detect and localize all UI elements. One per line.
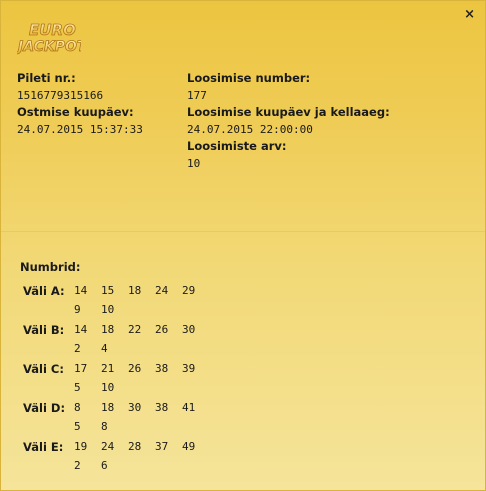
ticket-info-left [17, 70, 177, 138]
field-label: Väli E: [23, 440, 64, 454]
field-a [20, 281, 209, 319]
main-number: 17 [74, 362, 88, 375]
field-numbers [74, 320, 209, 358]
main-number: 28 [128, 440, 142, 453]
draw-number-label: Loosimise number: [187, 71, 311, 85]
draw-count-value: 10 [187, 157, 201, 170]
field-label: Väli D: [23, 401, 66, 415]
main-number: 14 [74, 284, 88, 297]
field-numbers [74, 437, 209, 475]
field-numbers [74, 359, 209, 397]
field-e [20, 437, 209, 475]
main-number: 26 [155, 323, 169, 336]
main-number: 8 [74, 401, 81, 414]
field-label: Väli A: [23, 284, 65, 298]
main-number: 39 [182, 362, 196, 375]
main-number: 30 [128, 401, 142, 414]
field-numbers [74, 398, 209, 436]
purchase-date-value: 24.07.2015 15:37:33 [17, 123, 143, 136]
extra-number: 6 [101, 459, 108, 472]
main-number: 41 [182, 401, 196, 414]
extra-number: 10 [101, 303, 115, 316]
draw-count-label: Loosimiste arv: [187, 139, 287, 153]
section-divider [1, 231, 485, 232]
numbers-section [20, 259, 209, 476]
ticket-info-right [187, 70, 467, 172]
purchase-date-label: Ostmise kuupäev: [17, 105, 134, 119]
main-number: 37 [155, 440, 169, 453]
draw-datetime-value: 24.07.2015 22:00:00 [187, 123, 313, 136]
main-number: 18 [101, 401, 115, 414]
field-d [20, 398, 209, 436]
ticket-number-value: 1516779315166 [17, 89, 104, 102]
field-label: Väli C: [23, 362, 64, 376]
main-number: 38 [155, 401, 169, 414]
extra-number: 9 [74, 303, 81, 316]
main-number: 24 [101, 440, 115, 453]
field-numbers [74, 281, 209, 319]
main-number: 15 [101, 284, 115, 297]
extra-number: 8 [101, 420, 108, 433]
logo-text-jackpot: JACKPOT [18, 39, 81, 55]
main-number: 18 [128, 284, 142, 297]
extra-number: 5 [74, 420, 81, 433]
draw-number-value: 177 [187, 89, 207, 102]
field-b [20, 320, 209, 358]
main-number: 30 [182, 323, 196, 336]
eurojackpot-logo [17, 19, 81, 55]
main-number: 22 [128, 323, 142, 336]
main-number: 38 [155, 362, 169, 375]
field-c [20, 359, 209, 397]
extra-number: 4 [101, 342, 108, 355]
extra-number: 2 [74, 342, 81, 355]
main-number: 29 [182, 284, 196, 297]
main-number: 24 [155, 284, 169, 297]
main-number: 18 [101, 323, 115, 336]
extra-number: 10 [101, 381, 115, 394]
draw-datetime-label: Loosimise kuupäev ja kellaaeg: [187, 105, 390, 119]
close-icon[interactable]: × [464, 7, 475, 22]
main-number: 21 [101, 362, 115, 375]
logo-text-euro: EURO [29, 21, 76, 39]
main-number: 26 [128, 362, 142, 375]
main-number: 49 [182, 440, 196, 453]
main-number: 14 [74, 323, 88, 336]
main-number: 19 [74, 440, 88, 453]
ticket-number-label: Pileti nr.: [17, 71, 76, 85]
field-label: Väli B: [23, 323, 65, 337]
extra-number: 5 [74, 381, 81, 394]
numbers-title: Numbrid: [20, 260, 81, 274]
extra-number: 2 [74, 459, 81, 472]
